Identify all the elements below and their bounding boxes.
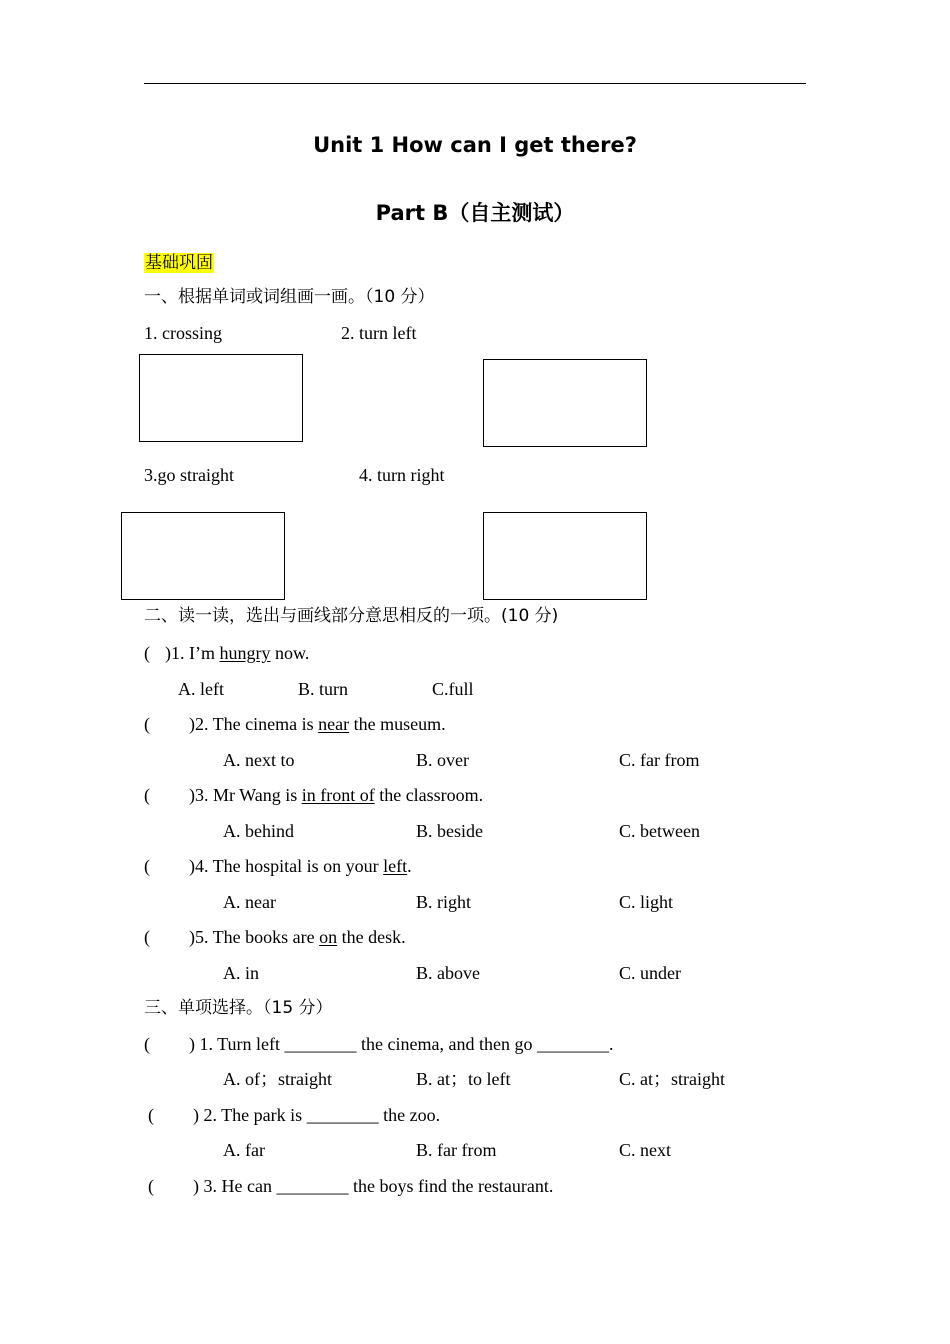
section2-heading: 二、读一读，选出与画线部分意思相反的一项。(10 分): [144, 606, 559, 626]
answer-paren-close: ): [193, 1176, 199, 1196]
tag-highlight: 基础巩固: [145, 253, 213, 273]
question-row: [144, 1033, 613, 1055]
option-c[interactable]: C. between: [619, 821, 700, 841]
page-title: Unit 1 How can I get there?: [313, 133, 637, 157]
option-b[interactable]: B. over: [416, 750, 469, 770]
answer-paren-close: ): [189, 785, 195, 805]
question-row: [144, 713, 446, 735]
question-text: .: [407, 856, 412, 876]
section-tag: [144, 252, 214, 274]
option-b[interactable]: B. at；to left: [416, 1069, 511, 1089]
drawing-item-label: 3.go straight: [144, 465, 234, 485]
answer-paren-close: ): [189, 856, 195, 876]
drawing-item-label: 2. turn left: [341, 323, 417, 343]
question-text: 4. The hospital is on your: [195, 856, 384, 876]
option-b[interactable]: B. beside: [416, 821, 483, 841]
section3-heading: 三、单项选择。（15 分）: [144, 998, 333, 1018]
question-text: the desk.: [337, 927, 406, 947]
question-text: 3. He can ________ the boys find the restaurant.: [199, 1176, 554, 1196]
drawing-box[interactable]: [483, 359, 647, 447]
drawing-item-label: 1. crossing: [144, 323, 222, 343]
question-row: [144, 926, 406, 948]
answer-paren-open[interactable]: (: [144, 643, 150, 663]
answer-paren-open[interactable]: (: [144, 785, 150, 805]
option-c[interactable]: C. next: [619, 1140, 671, 1160]
question-row: [144, 855, 412, 877]
question-text: 3. Mr Wang is: [195, 785, 302, 805]
answer-paren-open[interactable]: (: [148, 1176, 154, 1196]
option-c[interactable]: C. at；straight: [619, 1069, 725, 1089]
question-text: the classroom.: [374, 785, 484, 805]
answer-paren-close: ): [189, 1034, 195, 1054]
underlined-word: in front of: [301, 785, 375, 805]
option-c[interactable]: C.full: [432, 679, 474, 699]
question-text: 1. I’m: [171, 643, 220, 663]
question-row: [148, 1104, 440, 1126]
option-b[interactable]: B. turn: [298, 679, 349, 699]
underlined-word: hungry: [219, 643, 271, 663]
option-a[interactable]: A. in: [223, 963, 259, 983]
option-c[interactable]: C. light: [619, 892, 674, 912]
option-c[interactable]: C. under: [619, 963, 681, 983]
drawing-item-label: 4. turn right: [359, 465, 445, 485]
question-row: [148, 1175, 553, 1197]
question-row: [144, 642, 309, 664]
section1-heading: 一、根据单词或词组画一画。（10 分）: [144, 287, 435, 307]
option-a[interactable]: A. left: [178, 679, 224, 699]
option-b[interactable]: B. far from: [416, 1140, 497, 1160]
option-a[interactable]: A. next to: [223, 750, 295, 770]
question-text: now.: [270, 643, 310, 663]
question-text: 5. The books are: [195, 927, 320, 947]
underlined-word: on: [319, 927, 338, 947]
question-text: 1. Turn left ________ the cinema, and then go ________.: [195, 1034, 614, 1054]
option-a[interactable]: A. behind: [223, 821, 294, 841]
page-subtitle: Part B（自主测试）: [375, 201, 575, 225]
option-a[interactable]: A. near: [223, 892, 276, 912]
answer-paren-open[interactable]: (: [144, 856, 150, 876]
drawing-box[interactable]: [139, 354, 303, 442]
question-row: [144, 784, 483, 806]
answer-paren-close: ): [165, 643, 171, 663]
underlined-word: left: [383, 856, 408, 876]
answer-paren-open[interactable]: (: [144, 1034, 150, 1054]
question-text: 2. The cinema is: [195, 714, 319, 734]
option-a[interactable]: A. of；straight: [223, 1069, 332, 1089]
question-text: 2. The park is ________ the zoo.: [199, 1105, 441, 1125]
option-c[interactable]: C. far from: [619, 750, 700, 770]
question-text: the museum.: [349, 714, 446, 734]
answer-paren-close: ): [189, 714, 195, 734]
drawing-box[interactable]: [483, 512, 647, 600]
answer-paren-close: ): [193, 1105, 199, 1125]
option-a[interactable]: A. far: [223, 1140, 265, 1160]
answer-paren-close: ): [189, 927, 195, 947]
answer-paren-open[interactable]: (: [144, 714, 150, 734]
answer-paren-open[interactable]: (: [148, 1105, 154, 1125]
drawing-box[interactable]: [121, 512, 285, 600]
option-b[interactable]: B. right: [416, 892, 472, 912]
underlined-word: near: [318, 714, 350, 734]
answer-paren-open[interactable]: (: [144, 927, 150, 947]
header-rule: [144, 83, 806, 84]
option-b[interactable]: B. above: [416, 963, 480, 983]
